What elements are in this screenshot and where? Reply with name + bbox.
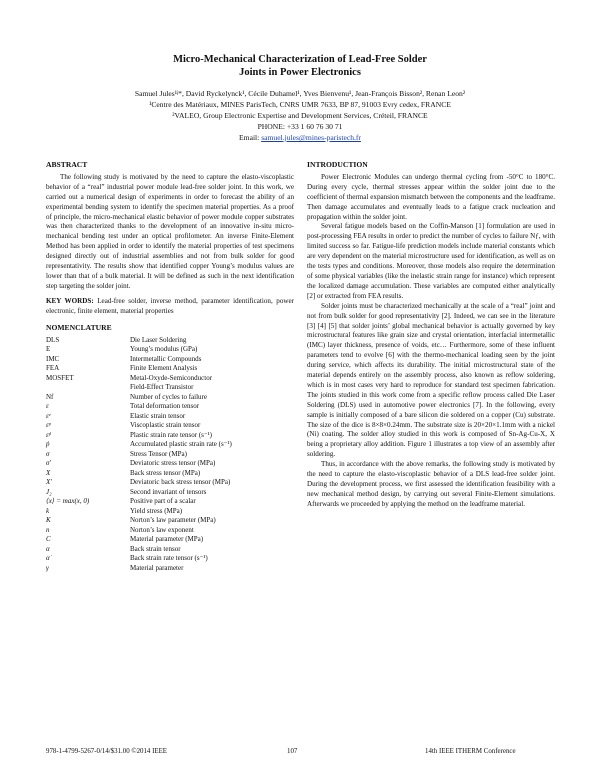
nomenclature-description: Material parameter (MPa) bbox=[130, 535, 204, 543]
nomenclature-row bbox=[46, 507, 294, 517]
nomenclature-symbol: DLS bbox=[46, 335, 60, 344]
nomenclature-description: Plastic strain rate tensor (s⁻¹) bbox=[130, 430, 212, 439]
nomenclature-row bbox=[46, 554, 294, 564]
nomenclature-symbol: n bbox=[46, 525, 50, 534]
nomenclature-row bbox=[46, 402, 294, 412]
affiliation-2: ²VALEO, Group Electronic Expertise and Development Services, Créteil, FRANCE bbox=[172, 111, 428, 120]
nomenclature-description: Back stress tensor (MPa) bbox=[130, 468, 201, 477]
nomenclature-row bbox=[46, 355, 294, 365]
nomenclature-symbol: Nf bbox=[46, 392, 54, 401]
nomenclature-row bbox=[46, 564, 294, 574]
nomenclature-symbol: X′ bbox=[46, 478, 52, 486]
nomenclature-symbol: ṗ bbox=[46, 440, 50, 448]
introduction-body bbox=[307, 173, 555, 510]
nomenclature-description: Field-Effect Transistor bbox=[130, 383, 194, 391]
nomenclature-row bbox=[46, 488, 294, 498]
nomenclature-row bbox=[46, 393, 294, 403]
introduction-paragraph: Several fatigue models based on the Coffin-Manson [1] formulation are used in post-processing FEA results in order to predict the number of cycles to failure Nƒ, with limited success so far. Fatigue-life prediction models include material constants which are very dependent on the material microstructure used for identification, as well as on the tests types and conditions. Moreover, those models also require the determination of some physical variables (like the inelastic strain range for instance) which represent the localized damage accumulation. These variables are computed either analytically [2] or extracted from FEA results. bbox=[307, 222, 555, 300]
abstract-heading: ABSTRACT bbox=[46, 160, 88, 169]
nomenclature-symbol: C bbox=[46, 535, 51, 543]
nomenclature-description: Viscoplastic strain tensor bbox=[130, 421, 201, 429]
right-column bbox=[307, 160, 555, 510]
nomenclature-symbol bbox=[46, 383, 130, 393]
nomenclature-row bbox=[46, 383, 294, 393]
nomenclature-row bbox=[46, 345, 294, 355]
nomenclature-symbol: γ bbox=[46, 563, 49, 572]
nomenclature-row bbox=[46, 421, 294, 431]
paper-title bbox=[0, 53, 600, 79]
nomenclature-description: Norton’s law exponent bbox=[130, 525, 194, 534]
authors-line: Samuel Jules¹ʲ*, David Ryckelynck¹, Cécile Duhamel¹, Yves Bienvenu¹, Jean-François Bisson², Renan Leon² bbox=[134, 89, 466, 98]
nomenclature-description: Accumulated plastic strain rate (s⁻¹) bbox=[130, 440, 232, 448]
nomenclature-row bbox=[46, 364, 294, 374]
nomenclature-symbol: J₂ bbox=[46, 487, 52, 496]
nomenclature-heading: NOMENCLATURE bbox=[46, 322, 112, 332]
keywords bbox=[46, 297, 294, 317]
nomenclature-description: Intermetallic Compounds bbox=[130, 354, 202, 363]
email-line bbox=[0, 132, 600, 143]
nomenclature-description: Back strain tensor bbox=[130, 544, 181, 553]
nomenclature-description: Elastic strain tensor bbox=[130, 411, 186, 420]
nomenclature-row bbox=[46, 459, 294, 469]
nomenclature-description: Die Laser Soldering bbox=[130, 335, 187, 344]
nomenclature-description: Norton’s law parameter (MPa) bbox=[130, 516, 216, 524]
email-link[interactable]: samuel.jules@mines-paristech.fr bbox=[261, 133, 361, 142]
nomenclature-table bbox=[46, 336, 294, 574]
nomenclature-description: Finite Element Analysis bbox=[130, 364, 198, 372]
nomenclature-symbol: α bbox=[46, 544, 50, 553]
nomenclature-row bbox=[46, 336, 294, 346]
nomenclature-row bbox=[46, 440, 294, 450]
nomenclature-description: Stress Tensor (MPa) bbox=[130, 449, 187, 458]
nomenclature-description: Young’s modulus (GPa) bbox=[130, 345, 198, 353]
nomenclature-symbol: σ′ bbox=[46, 459, 51, 467]
nomenclature-description: Total deformation tensor bbox=[130, 402, 200, 410]
nomenclature-row bbox=[46, 374, 294, 384]
nomenclature-symbol: σ bbox=[46, 449, 50, 458]
introduction-paragraph: Power Electronic Modules can undergo thermal cycling from -50°C to 180°C. During every cycle, thermal stresses appear within the solder joint due to the coefficient of thermal expansion mismatch between the components and the leadframe. Then damage accumulates and eventually leads to a fatigue crack nucleation and propagation within the solder joint. bbox=[307, 172, 555, 221]
nomenclature-row bbox=[46, 497, 294, 507]
footer-isbn: 978-1-4799-5267-0/14/$31.00 ©2014 IEEE bbox=[46, 748, 168, 755]
nomenclature-description: Deviatoric stress tensor (MPa) bbox=[130, 459, 216, 467]
title-line-2: Joints in Power Electronics bbox=[239, 67, 361, 78]
introduction-paragraph: Thus, in accordance with the above remarks, the following study is motivated by the need to capture the elasto-viscoplastic behavior of a DLS lead-free solder joint. During the development process, we first assessed the identification feasibility with a new mechanical method design, by carrying out several Finite-Element simulations. Afterwards we proceeded by applying the method on the leadframe material. bbox=[307, 460, 555, 508]
nomenclature-row bbox=[46, 516, 294, 526]
nomenclature-row bbox=[46, 535, 294, 545]
nomenclature-row bbox=[46, 545, 294, 555]
nomenclature-description: Number of cycles to failure bbox=[130, 392, 207, 401]
author-block bbox=[0, 88, 600, 143]
nomenclature-row bbox=[46, 431, 294, 441]
nomenclature-symbol: k bbox=[46, 506, 50, 515]
nomenclature-symbol: IMC bbox=[46, 354, 60, 363]
title-line-1: Micro-Mechanical Characterization of Lead-Free Solder bbox=[173, 54, 427, 65]
nomenclature-row bbox=[46, 469, 294, 479]
footer-conference: 14th IEEE ITHERM Conference bbox=[425, 748, 516, 755]
nomenclature-symbol: ⟨x⟩ = max(x, 0) bbox=[46, 497, 90, 505]
nomenclature-description: Positive part of a scalar bbox=[130, 497, 196, 505]
nomenclature-symbol: εᵉ bbox=[46, 411, 51, 420]
nomenclature-row bbox=[46, 478, 294, 488]
nomenclature-description: Material parameter bbox=[130, 563, 184, 572]
nomenclature-symbol: K bbox=[46, 516, 51, 524]
nomenclature-symbol: E bbox=[46, 345, 51, 353]
nomenclature-description: Deviatoric back stress tensor (MPa) bbox=[130, 478, 231, 486]
nomenclature-description: Back strain rate tensor (s⁻¹) bbox=[130, 554, 208, 562]
nomenclature-symbol: α̇ bbox=[46, 554, 50, 562]
affiliation-1: ¹Centre des Matériaux, MINES ParisTech, CNRS UMR 7633, BP 87, 91003 Evry cedex, FRANCE bbox=[149, 100, 451, 109]
footer-page-number: 107 bbox=[287, 748, 298, 755]
nomenclature-symbol: FEA bbox=[46, 364, 60, 372]
email-label: Email: bbox=[239, 133, 262, 142]
nomenclature-symbol: X bbox=[46, 468, 51, 477]
nomenclature-description: Metal-Oxyde-Semiconductor bbox=[130, 373, 213, 382]
nomenclature-row bbox=[46, 412, 294, 422]
introduction-paragraph: Solder joints must be characterized mechanically at the scale of a “real” joint and not from bulk solder for good representativity [2]. Indeed, we can see in the literature [3] [4] [5] that solder joints’ global mechanical behavior is actually governed by key microstructural features like grain size and crystal orientation, interfacial intermetallic (IMC) layer thickness, presence of voids, etc… Furthermore, some of these influent parameters tend to evolve [6] with the thermo-mechanical loading seen by the joint during service, which affects its durability. The initial microstructural state of the material depends entirely on the assembly process, also known as reflow soldering, which is in most cases very hard to reproduce for standard test specimen fabrication. The joints studied in this work come from a specific reflow process called Die Laser Soldering (DLS) used in automotive power electronics [7]. In the following, every sample is initially composed of a bare silicon die soldered on a copper (Cu) substrate. The size of the dice is 8×8×0.24mm. The substrate size is 20×20×1.1mm with a nickel (Ni) coating. The solder alloy studied in this work is composed of Sn-Ag-Cu-X, X being a proprietary alloy addition. Figure 1 illustrates a top view of an assembly after soldering. bbox=[307, 301, 555, 459]
phone-line: PHONE: +33 1 60 76 30 71 bbox=[257, 122, 343, 131]
keywords-text: Lead-free solder, inverse method, parameter identification, power electronic, finite element, material properties bbox=[46, 296, 295, 315]
nomenclature-description: Second invariant of tensors bbox=[130, 487, 207, 496]
abstract-text: The following study is motivated by the need to capture the elasto-viscoplastic behavior of a “real” industrial power module lead-free solder joint. In this work, we carried out a numerical design of experiments in order to forecast the ability of an experimental bending system to identify the specimen material properties. As a proof of principle, the micro-mechanical elastic behavior of power module copper substrates was then characterized thanks to the development of an innovative in-situ micro-mechanical bending test under an optical profilometer. An inverse Finite-Element Method has been applied in order to identify the material properties of test specimens designed directly out of industrial assemblies and not from bulk solder for good representativity. The results show that identified copper Young’s modulus values are lower than that of a bulk material. It will be defined as such in the next identification step targeting the solder joint. bbox=[46, 172, 294, 290]
nomenclature-row bbox=[46, 526, 294, 536]
nomenclature-description: Yield stress (MPa) bbox=[130, 506, 183, 515]
nomenclature-row bbox=[46, 450, 294, 460]
nomenclature-symbol: εᵖ bbox=[46, 421, 51, 429]
left-column bbox=[46, 160, 294, 573]
nomenclature-symbol: ε̇ᵖ bbox=[46, 430, 51, 439]
nomenclature-symbol: MOSFET bbox=[46, 373, 74, 382]
introduction-heading: INTRODUCTION bbox=[307, 160, 368, 169]
nomenclature-symbol: ε bbox=[46, 402, 49, 410]
keywords-label: KEY WORDS: bbox=[46, 296, 94, 305]
